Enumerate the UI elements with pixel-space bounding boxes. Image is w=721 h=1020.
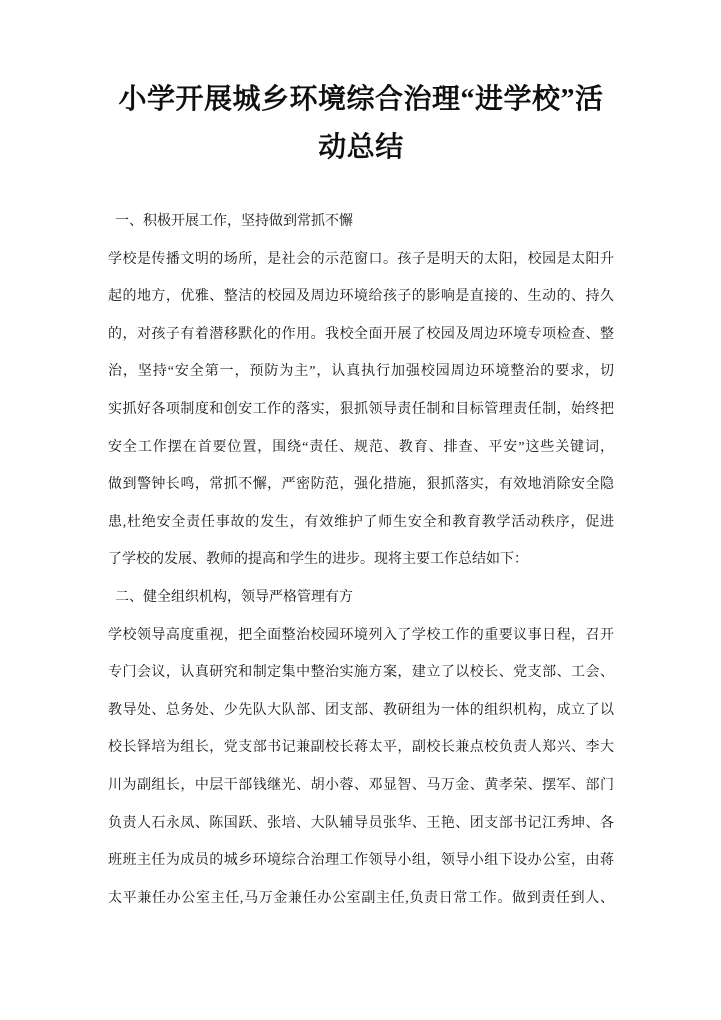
paragraph-2-line-5: 川为副组长，中层干部钱继光、胡小蓉、邓显智、马万金、黄孝荣、摆军、部门	[108, 777, 614, 793]
section-1-heading: 一、积极开展工作，坚持做到常抓不懈	[115, 214, 353, 229]
paragraph-1-line-1: 学校是传播文明的场所，是社会的示范窗口。孩子是明天的太阳，校园是太阳升	[108, 251, 614, 267]
paragraph-1-line-3: 的，对孩子有着潜移默化的作用。我校全面开展了校园及周边环境专项检查、整	[108, 326, 614, 342]
document-body	[108, 203, 614, 917]
paragraph-1-line-8: 患,杜绝安全责任事故的发生，有效维护了师生安全和教育教学活动秩序，促进	[108, 514, 614, 530]
paragraph-2-line-3: 教导处、总务处、少先队大队部、团支部、教研组为一体的组织机构，成立了以	[108, 702, 614, 718]
paragraph-2-line-6: 负责人石永凤、陈国跃、张培、大队辅导员张华、王艳、团支部书记江秀坤、各	[108, 815, 614, 831]
paragraph-1-line-5: 实抓好各项制度和创安工作的落实，狠抓领导责任制和目标管理责任制，始终把	[108, 401, 614, 417]
paragraph-1-line-6: 安全工作摆在首要位置，围绕“责任、规范、教育、排查、平安”这些关键词，	[108, 439, 614, 455]
paragraph-1-line-9: 了学校的发展、教师的提高和学生的进步。现将主要工作总结如下：	[108, 552, 528, 568]
section-2-heading: 二、健全组织机构，领导严格管理有方	[115, 589, 353, 605]
paragraph-2-line-4: 校长铎培为组长，党支部书记兼副校长蒋太平，副校长兼点校负责人郑兴、李大	[108, 740, 614, 756]
paragraph-1-line-2: 起的地方，优雅、整洁的校园及周边环境给孩子的影响是直接的、生动的、持久	[108, 289, 614, 305]
paragraph-1-line-7: 做到警钟长鸣，常抓不懈，严密防范，强化措施，狠抓落实，有效地消除安全隐	[108, 477, 614, 493]
document-title	[108, 76, 614, 172]
document-title-line-2: 动总结	[318, 132, 404, 163]
paragraph-1-line-4: 治，坚持“安全第一，预防为主”，认真执行加强校园周边环境整治的要求，切	[108, 364, 614, 380]
paragraph-2-line-2: 专门会议，认真研究和制定集中整治实施方案，建立了以校长、党支部、工会、	[108, 665, 614, 681]
paragraph-2-line-1: 学校领导高度重视，把全面整治校园环境列入了学校工作的重要议事日程，召开	[108, 627, 614, 643]
paragraph-2-line-8: 太平兼任办公室主任,马万金兼任办公室副主任,负责日常工作。做到责任到人、	[108, 890, 614, 906]
paragraph-2-line-7: 班班主任为成员的城乡环境综合治理工作领导小组，领导小组下设办公室，由蒋	[108, 853, 614, 869]
document-title-line-1: 小学开展城乡环境综合治理“进学校”活	[118, 84, 604, 115]
